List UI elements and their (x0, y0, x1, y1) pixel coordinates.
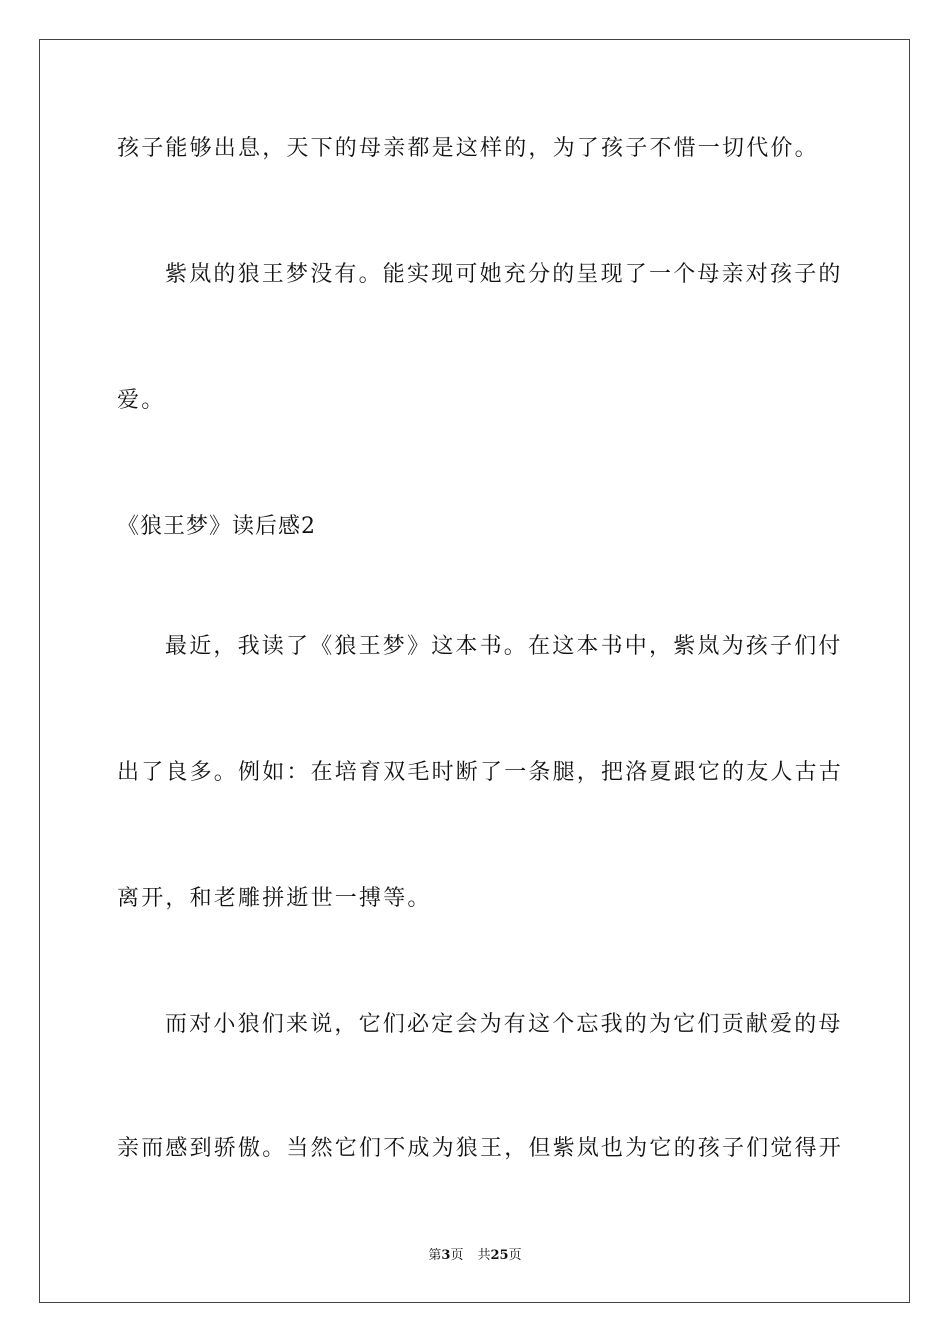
text-line-9: 亲而感到骄傲。当然它们不成为狼王，但紫岚也为它的孩子们觉得开 (117, 1136, 844, 1161)
text-line-5: 最近，我读了《狼王梦》这本书。在这本书中，紫岚为孩子们付 (165, 634, 843, 659)
page-suffix: 页 (450, 1248, 464, 1263)
page-border (39, 39, 910, 1303)
total-pages-number: 25 (490, 1248, 509, 1263)
section-heading: 《狼王梦》读后感2 (117, 514, 316, 539)
total-prefix: 共 (477, 1248, 491, 1263)
page-prefix: 第 (428, 1248, 442, 1263)
text-line-2: 紫岚的狼王梦没有。能实现可她充分的呈现了一个母亲对孩子的 (165, 262, 843, 287)
current-page-number: 3 (441, 1248, 451, 1263)
text-line-7: 离开，和老雕拼逝世一搏等。 (117, 886, 432, 911)
text-line-8: 而对小狼们来说，它们必定会为有这个忘我的为它们贡献爱的母 (165, 1012, 843, 1037)
total-suffix: 页 (508, 1248, 522, 1263)
text-line-6: 出了良多。例如：在培育双毛时断了一条腿，把洛夏跟它的友人古古 (117, 760, 844, 785)
page-footer (0, 1247, 950, 1265)
text-line-1: 孩子能够出息，天下的母亲都是这样的，为了孩子不惜一切代价。 (117, 136, 819, 161)
text-line-3: 爱。 (117, 388, 166, 413)
